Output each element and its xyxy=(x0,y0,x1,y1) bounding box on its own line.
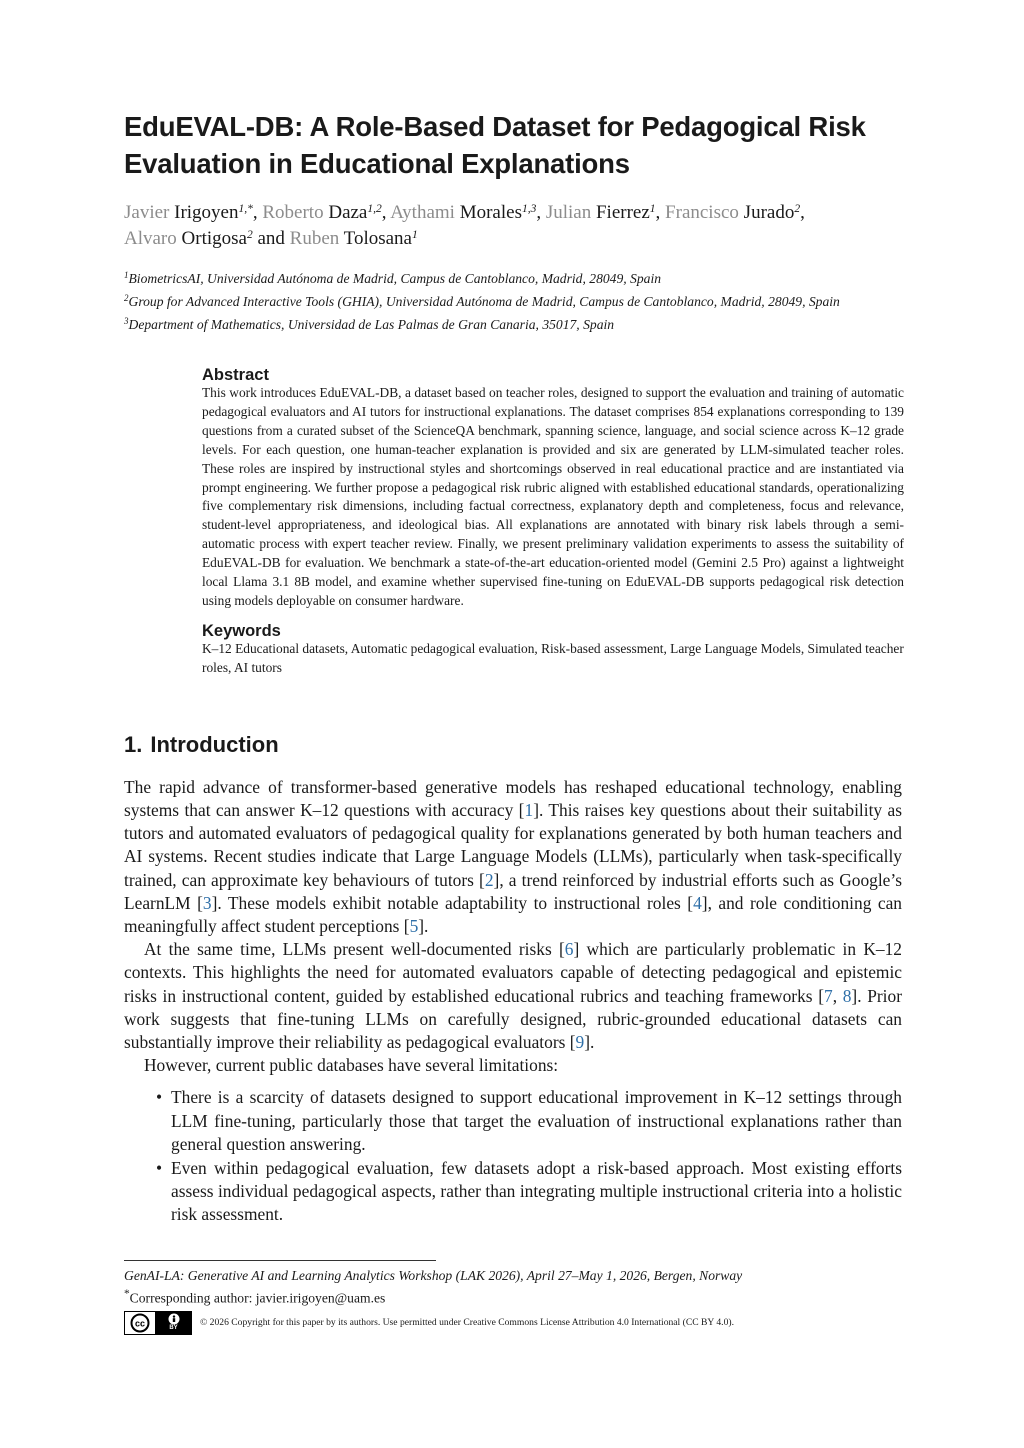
citation-link[interactable]: 8 xyxy=(842,985,852,1006)
section-heading-introduction: 1. Introduction xyxy=(124,731,279,757)
author: Javier Irigoyen$^{1,*}$, xyxy=(124,202,258,223)
footnote-divider xyxy=(124,1260,436,1261)
introduction-body xyxy=(124,776,902,1227)
cc-by-license-icon[interactable]: cc BY xyxy=(124,1311,192,1335)
citation-link[interactable]: 4 xyxy=(693,892,702,913)
author: Roberto Daza$^{1,2}$, xyxy=(262,202,387,223)
citation-link[interactable]: 3 xyxy=(202,892,212,913)
keywords-heading: Keywords xyxy=(202,621,281,640)
keywords-text: K–12 Educational datasets, Automatic pedagogical evaluation, Risk-based assessment, Large Language Models, Simulated teacher roles, AI tutors xyxy=(202,640,904,675)
author: Aythami Morales$^{1,3}$, xyxy=(390,202,542,223)
author: Francisco Jurado$^2$, xyxy=(665,202,805,223)
paragraph: However, current public databases have several limitations: xyxy=(144,1055,559,1076)
affiliation: $^1$BiometricsAI, Universidad Autónoma de Madrid, Campus de Cantoblanco, Madrid, 28049, Spain xyxy=(124,270,662,286)
citation-link[interactable]: 2 xyxy=(484,869,494,890)
license-line xyxy=(124,1311,902,1335)
citation-link[interactable]: 1 xyxy=(524,799,534,820)
author-list xyxy=(124,200,902,252)
bullet-icon: • xyxy=(156,1157,163,1178)
footnotes xyxy=(124,1266,902,1335)
bullet-icon: • xyxy=(156,1087,163,1108)
list-item: • Even within pedagogical evaluation, few datasets adopt a risk-based approach. Most existing efforts assess individual pedagogical aspects, rather than integrating multiple instructional criteria into a holistic risk assessment. xyxy=(156,1157,902,1225)
abstract-block xyxy=(202,364,904,678)
author: Alvaro Ortigosa$^2$ and xyxy=(124,228,285,249)
affiliation: $^2$Group for Advanced Interactive Tools (GHIA), Universidad Autónoma de Madrid, Campus de Cantoblanco, Madrid, 28049, Spain xyxy=(124,293,840,309)
author: Ruben Tolosana$^1$ xyxy=(289,228,418,249)
affiliation: $^3$Department of Mathematics, Universidad de Las Palmas de Gran Canaria, 35017, Spain xyxy=(124,316,615,332)
list-item: • There is a scarcity of datasets designed to support educational improvement in K–12 settings through LLM fine-tuning, particularly those that target the evaluation of instructional explanations rather than general question answering. xyxy=(156,1087,902,1154)
corresponding-author-footnote: *Corresponding author: javier.irigoyen@uam.es xyxy=(124,1288,386,1306)
citation-link[interactable]: 9 xyxy=(575,1031,585,1052)
affiliations xyxy=(124,267,902,336)
creative-commons-icon xyxy=(130,1313,150,1333)
abstract-heading: Abstract xyxy=(202,366,269,384)
paragraph: The rapid advance of transformer-based generative models has reshaped educational technology, enabling systems that can answer K–12 questions with accuracy [1]. This raises key questions about their suitability as tutors and automated evaluators of pedagogical quality for explanations generated by both human teachers and AI systems. Recent studies indicate that Large Language Models (LLMs), particularly when task-specifically trained, can approximate key behaviours of tutors [2], a trend reinforced by industrial efforts such as Google’s LearnLM [3]. These models exhibit notable adaptability to instructional roles [4], and role conditioning can meaningfully affect student perceptions [5]. xyxy=(124,776,902,936)
author: Julian Fierrez$^1$, xyxy=(545,202,661,223)
citation-link[interactable]: 6 xyxy=(564,939,574,960)
citation-link[interactable]: 7 xyxy=(824,985,833,1006)
venue-footnote: GenAI-LA: Generative AI and Learning Analytics Workshop (LAK 2026), April 27–May 1, 2026, Bergen, Norway xyxy=(124,1268,743,1283)
abstract-text: This work introduces EduEVAL-DB, a dataset based on teacher roles, designed to support the evaluation and training of automatic pedagogical evaluators and AI tutors for instructional explanations. The dataset comprises 854 explanations corresponding to 139 questions from a curated subset of the ScienceQA benchmark, spanning science, language, and social science across K–12 grade levels. For each question, one human-teacher explanation is provided and six are generated by LLM-simulated teacher roles. These roles are inspired by instructional styles and shortcomings observed in real educational practice and are instantiated via prompt engineering. We further propose a pedagogical risk rubric aligned with established educational standards, operationalizing five complementary risk dimensions, including factual correctness, explanatory depth and completeness, focus and relevance, student-level appropriateness, and ideological bias. All explanations are annotated with binary risk labels through a semi-automatic process with expert teacher review. Finally, we present preliminary validation experiments to assess the suitability of EduEVAL-DB for evaluation. We benchmark a state-of-the-art education-oriented model (Gemini 2.5 Pro) against a lightweight local Llama 3.1 8B model, and examine whether supervised fine-tuning on EduEVAL-DB supports pedagogical risk detection using models deployable on consumer hardware. xyxy=(202,385,904,608)
attribution-person-icon xyxy=(168,1313,180,1325)
paper-title: EduEVAL-DB: A Role-Based Dataset for Pedagogical Risk Evaluation in Educational Explanations xyxy=(124,111,866,179)
limitations-list xyxy=(124,1086,902,1226)
license-text: © 2026 Copyright for this paper by its authors. Use permitted under Creative Commons License Attribution 4.0 International (CC BY 4.0). xyxy=(200,1316,734,1328)
svg-text:cc: cc xyxy=(134,1318,146,1329)
paper-page xyxy=(124,100,902,1228)
citation-link[interactable]: 5 xyxy=(409,915,419,936)
paragraph: At the same time, LLMs present well-documented risks [6] which are particularly problematic in K–12 contexts. This highlights the need for automated evaluators capable of detecting pedagogical and epistemic risks in instructional content, guided by established educational rubrics and teaching frameworks [7, 8]. Prior work suggests that fine-tuning LLMs on carefully designed, rubric-grounded educational datasets can substantially improve their reliability as pedagogical evaluators [9]. xyxy=(124,939,902,1052)
